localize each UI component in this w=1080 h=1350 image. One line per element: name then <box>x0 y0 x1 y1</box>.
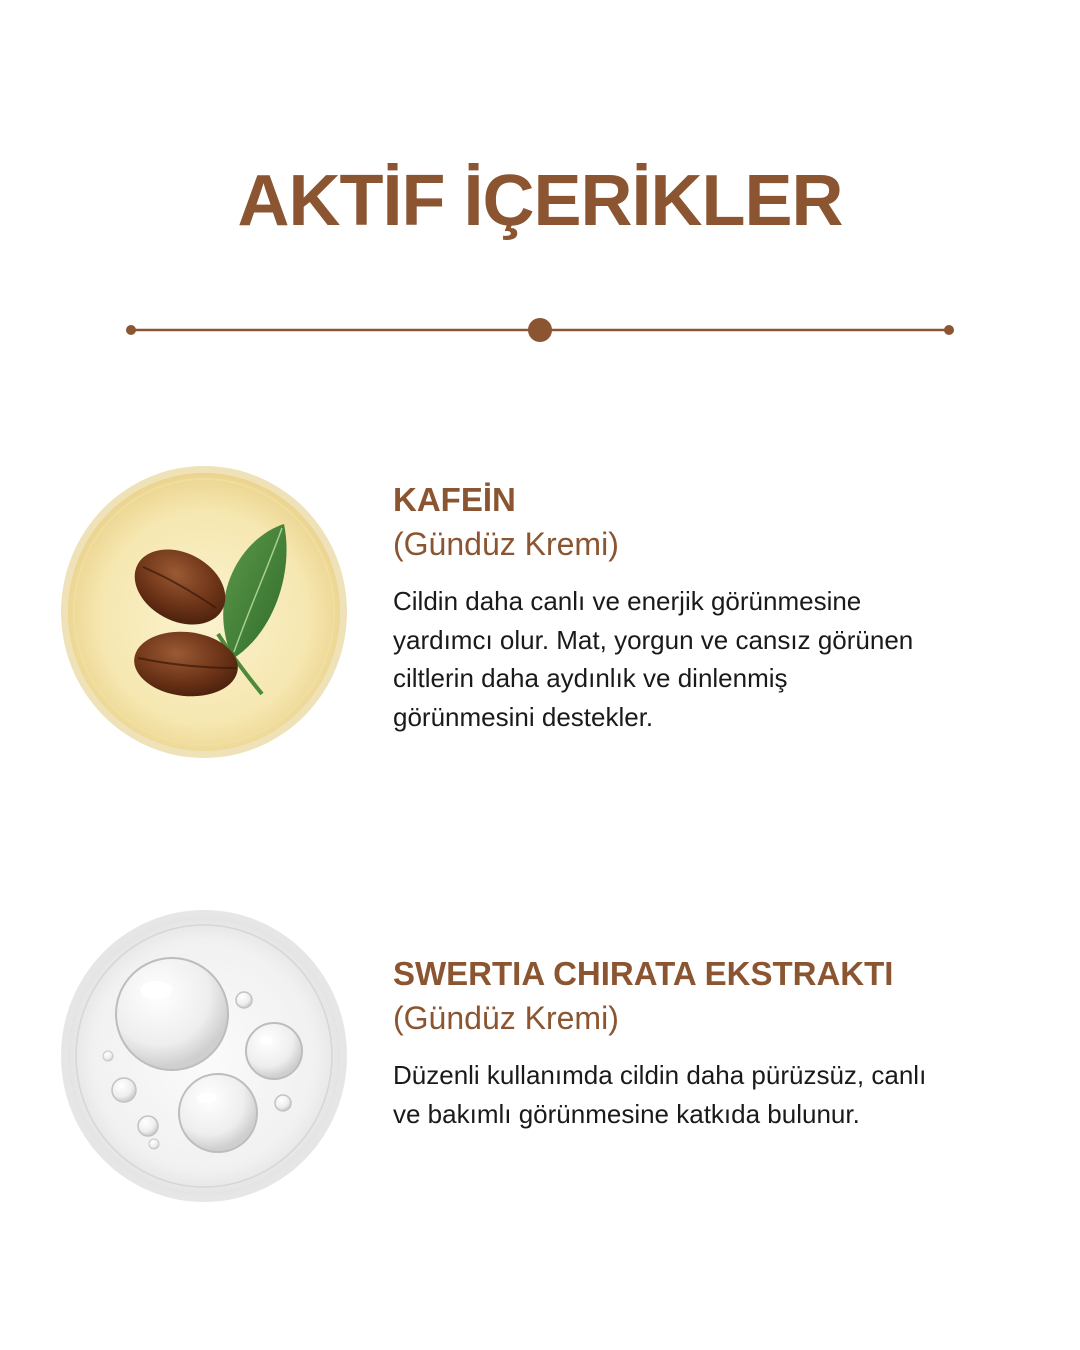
water-bubbles-dish-icon <box>58 908 350 1204</box>
page-title: AKTİF İÇERİKLER <box>237 161 843 241</box>
ingredient-subtitle: (Gündüz Kremi) <box>393 1000 619 1036</box>
ornamental-divider <box>120 315 960 345</box>
ingredient-subtitle: (Gündüz Kremi) <box>393 526 619 562</box>
ingredient-name: SWERTIA CHIRATA EKSTRAKTI <box>393 955 894 992</box>
ingredient-description: Düzenli kullanımda cildin daha pürüzsüz, canlı ve bakımlı görünmesine katkıda bulunur. <box>393 1060 927 1129</box>
ingredient-description: Cildin daha canlı ve enerjik görünmesine yardımcı olur. Mat, yorgun ve cansız görünen ciltlerin daha aydınlık ve dinlenmiş görünmesini destekler. <box>393 586 914 732</box>
ingredient-name: KAFEİN <box>393 481 516 518</box>
coffee-beans-dish-icon <box>58 462 350 758</box>
